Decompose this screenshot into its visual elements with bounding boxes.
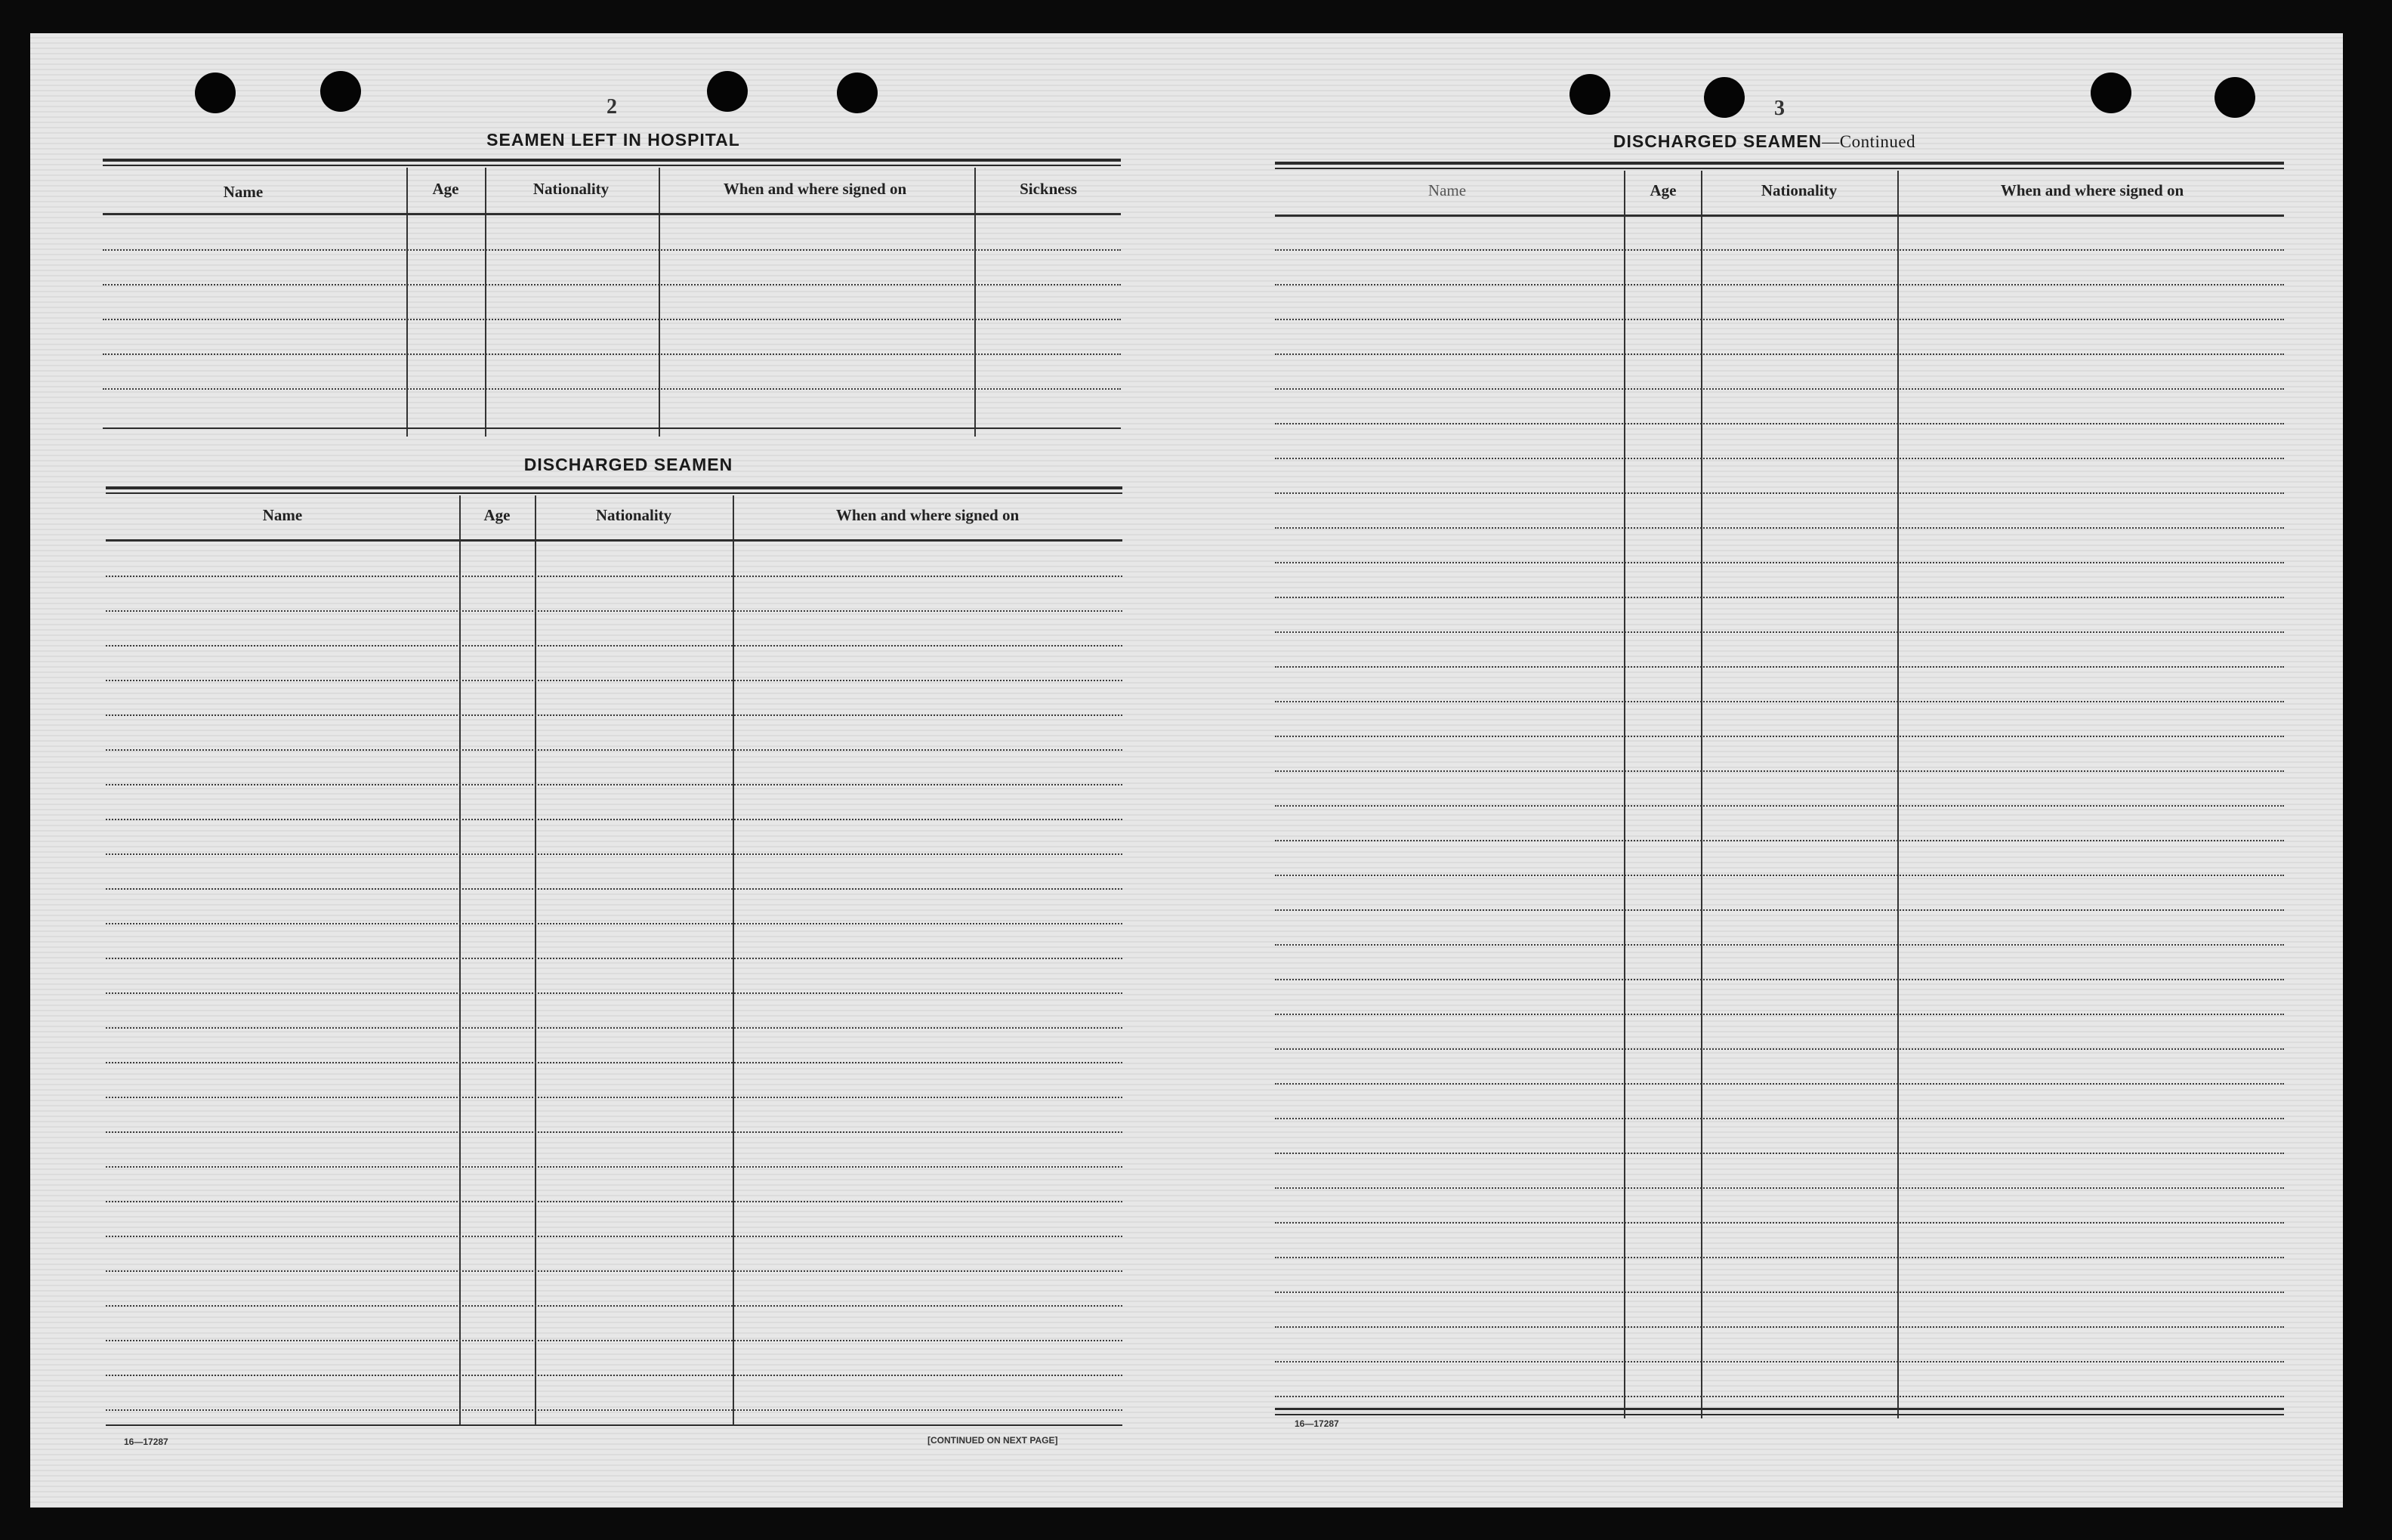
column-divider (659, 168, 660, 437)
punch-hole (2215, 77, 2255, 118)
entry-row[interactable] (1275, 1222, 2284, 1224)
entry-row[interactable] (1275, 562, 2284, 563)
punch-hole (2091, 73, 2131, 113)
entry-row[interactable] (1275, 1361, 2284, 1363)
header-underline (1275, 214, 2284, 217)
discharged-continued-title-main: DISCHARGED SEAMEN (1613, 131, 1823, 151)
column-divider (485, 168, 486, 437)
entry-row[interactable] (1275, 423, 2284, 424)
entry-row[interactable] (106, 819, 1122, 820)
entry-row[interactable] (1275, 1014, 2284, 1015)
top-rule (106, 486, 1122, 489)
header-underline (106, 539, 1122, 542)
column-header-age: Age (1650, 181, 1677, 199)
punch-hole (1569, 74, 1610, 115)
entry-row[interactable] (1275, 736, 2284, 737)
entry-row[interactable] (103, 353, 1121, 355)
column-header-when-where: When and where signed on (723, 180, 907, 198)
column-divider (535, 495, 536, 1424)
entry-row[interactable] (106, 992, 1122, 994)
column-header-age: Age (483, 506, 511, 524)
punch-hole (195, 73, 236, 113)
column-header-name: Name (223, 183, 264, 201)
bottom-rule (106, 1424, 1122, 1426)
hospital-table (103, 159, 1121, 435)
top-rule-thin (1275, 168, 2284, 169)
column-divider (1624, 171, 1625, 1418)
entry-row[interactable] (103, 249, 1121, 251)
entry-row[interactable] (106, 749, 1122, 751)
entry-row[interactable] (1275, 979, 2284, 980)
entry-row[interactable] (1275, 875, 2284, 876)
entry-row[interactable] (1275, 388, 2284, 390)
bottom-rule (103, 427, 1121, 429)
entry-row[interactable] (1275, 666, 2284, 668)
column-header-age: Age (432, 180, 459, 198)
bottom-rule (1275, 1408, 2284, 1410)
column-header-nationality: Nationality (532, 180, 610, 198)
column-divider (406, 168, 408, 437)
continued-note: [CONTINUED ON NEXT PAGE] (927, 1435, 1058, 1446)
entry-row[interactable] (106, 1340, 1122, 1341)
bottom-rule-thin (1275, 1414, 2284, 1415)
entry-row[interactable] (1275, 1257, 2284, 1258)
entry-row[interactable] (1275, 458, 2284, 459)
entry-row[interactable] (1275, 909, 2284, 911)
discharged-table (106, 486, 1122, 1427)
entry-row[interactable] (1275, 840, 2284, 841)
punch-hole (707, 71, 748, 112)
entry-row[interactable] (1275, 1292, 2284, 1293)
top-rule (1275, 162, 2284, 165)
entry-row[interactable] (106, 1131, 1122, 1133)
entry-row[interactable] (106, 1201, 1122, 1202)
entry-row[interactable] (1275, 284, 2284, 285)
entry-row[interactable] (103, 319, 1121, 320)
hospital-section-title: SEAMEN LEFT IN HOSPITAL (486, 130, 740, 150)
form-code-left: 16—17287 (124, 1437, 168, 1447)
entry-row[interactable] (106, 1062, 1122, 1063)
entry-row[interactable] (1275, 805, 2284, 807)
column-header-sickness: Sickness (1020, 180, 1077, 198)
punch-hole (320, 71, 361, 112)
entry-row[interactable] (1275, 944, 2284, 946)
entry-row[interactable] (106, 1305, 1122, 1307)
column-header-name: Name (1427, 181, 1467, 199)
entry-row[interactable] (1275, 1396, 2284, 1397)
entry-row[interactable] (106, 923, 1122, 924)
column-header-nationality: Nationality (595, 506, 672, 524)
entry-row[interactable] (1275, 1048, 2284, 1050)
column-header-nationality: Nationality (1761, 181, 1838, 199)
entry-row[interactable] (1275, 353, 2284, 355)
column-divider (1897, 171, 1899, 1418)
top-rule-thin (103, 165, 1121, 166)
form-code-right: 16—17287 (1295, 1418, 1339, 1429)
entry-row[interactable] (106, 680, 1122, 681)
column-divider (459, 495, 461, 1424)
column-header-when-where: When and where signed on (835, 506, 1020, 524)
entry-row[interactable] (1275, 1083, 2284, 1085)
entry-row[interactable] (1275, 631, 2284, 633)
entry-row[interactable] (1275, 249, 2284, 251)
page-number-left: 2 (606, 95, 617, 119)
entry-row[interactable] (106, 1375, 1122, 1376)
entry-row[interactable] (106, 1027, 1122, 1029)
entry-row[interactable] (1275, 1118, 2284, 1119)
entry-row[interactable] (106, 645, 1122, 647)
column-header-when-where: When and where signed on (2000, 181, 2184, 199)
column-divider (1701, 171, 1702, 1418)
top-rule (103, 159, 1121, 162)
discharged-continued-suffix: —Continued (1822, 132, 1916, 151)
entry-row[interactable] (106, 1097, 1122, 1098)
entry-row[interactable] (1275, 1187, 2284, 1189)
entry-row[interactable] (1275, 770, 2284, 772)
entry-row[interactable] (106, 1166, 1122, 1168)
entry-row[interactable] (106, 714, 1122, 716)
entry-row[interactable] (106, 1270, 1122, 1272)
entry-row[interactable] (106, 958, 1122, 959)
page-number-right: 3 (1774, 97, 1785, 120)
entry-row[interactable] (1275, 597, 2284, 598)
discharged-continued-title (1613, 131, 1915, 152)
entry-row[interactable] (103, 284, 1121, 285)
column-header-name: Name (262, 506, 303, 524)
entry-row[interactable] (106, 853, 1122, 855)
entry-row[interactable] (1275, 1326, 2284, 1328)
discharged-section-title: DISCHARGED SEAMEN (523, 455, 733, 474)
header-underline (103, 213, 1121, 215)
punch-hole (837, 73, 878, 113)
punch-hole (1704, 77, 1745, 118)
entry-row[interactable] (1275, 701, 2284, 702)
entry-row[interactable] (106, 1409, 1122, 1411)
entry-row[interactable] (103, 388, 1121, 390)
entry-row[interactable] (106, 576, 1122, 577)
entry-row[interactable] (106, 610, 1122, 612)
entry-row[interactable] (106, 1236, 1122, 1237)
entry-row[interactable] (1275, 492, 2284, 494)
entry-row[interactable] (1275, 1153, 2284, 1154)
discharged-continued-table (1275, 162, 2284, 1414)
entry-row[interactable] (106, 888, 1122, 890)
entry-row[interactable] (1275, 527, 2284, 529)
top-rule-thin (106, 492, 1122, 494)
entry-row[interactable] (1275, 319, 2284, 320)
column-divider (974, 168, 976, 437)
column-divider (733, 495, 734, 1424)
entry-row[interactable] (106, 784, 1122, 785)
